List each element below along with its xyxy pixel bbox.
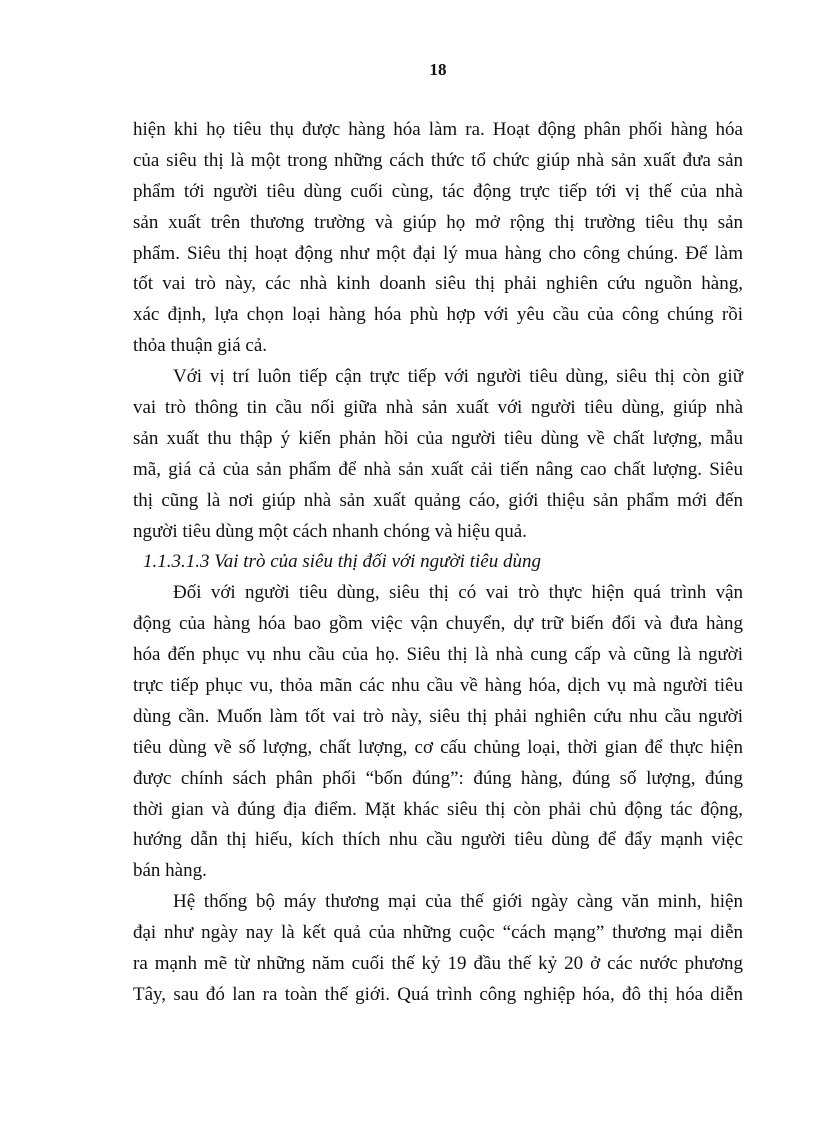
page-number: 18 [429,60,447,79]
text-line: thỏa thuận giá cả. [133,335,268,357]
text-line: sản xuất thu thập ý kiến phản hồi của người tiêu dùng về chất lượng, mẫu [133,427,743,449]
paragraph [133,887,743,1011]
text-line: trực tiếp phục vu, thỏa mãn các nhu cầu về hàng hóa, dịch vụ mà người tiêu [133,675,743,697]
text-line: ra mạnh mẽ từ những năm cuối thế kỷ 19 đầu thế kỷ 20 ở các nước phương [133,953,743,975]
section-heading: 1.1.3.1.3 Vai trò của siêu thị đối với người tiêu dùng [143,551,541,573]
text-line: hóa đến phục vụ nhu cầu của họ. Siêu thị là nhà cung cấp và cũng là người [133,644,743,666]
text-line: được chính sách phân phối “bốn đúng”: đúng hàng, đúng số lượng, đúng [133,767,743,789]
text-line: Với vị trí luôn tiếp cận trực tiếp với người tiêu dùng, siêu thị còn giữ [173,366,743,388]
text-line: tiêu dùng về số lượng, chất lượng, cơ cấu chủng loại, thời gian để thực hiện [133,736,743,758]
text-line: người tiêu dùng một cách nhanh chóng và hiệu quả. [133,520,527,542]
text-line: vai trò thông tin cầu nối giữa nhà sản xuất với người tiêu dùng, giúp nhà [133,397,743,419]
text-line: phẩm tới người tiêu dùng cuối cùng, tác động trực tiếp tới vị thế của nhà [133,180,743,202]
text-line: dùng cần. Muốn làm tốt vai trò này, siêu thị phải nghiên cứu nhu cầu người [133,705,743,727]
text-line: bán hàng. [133,860,207,882]
text-line: động của hàng hóa bao gồm việc vận chuyển, dự trữ biến đổi và đưa hàng [133,613,743,635]
text-line: thị cũng là nơi giúp nhà sản xuất quảng cáo, giới thiệu sản phẩm mới đến [133,489,743,511]
text-line: sản xuất trên thương trường và giúp họ mở rộng thị trường tiêu thụ sản [133,211,743,233]
paragraph [133,115,743,362]
paragraph [133,362,743,547]
text-line: thời gian và đúng địa điểm. Mặt khác siêu thị còn phải chủ động tác động, [133,798,743,820]
paragraph [133,578,743,887]
text-line: phẩm. Siêu thị hoạt động như một đại lý mua hàng cho công chúng. Để làm [133,242,743,264]
text-line: Hệ thống bộ máy thương mại của thế giới ngày càng văn minh, hiện [173,891,743,913]
text-line: Đối với người tiêu dùng, siêu thị có vai trò thực hiện quá trình vận [173,582,743,604]
text-line: tốt vai trò này, các nhà kinh doanh siêu thị phải nghiên cứu nguồn hàng, [133,273,743,295]
text-line: đại như ngày nay là kết quả của những cuộc “cách mạng” thương mại diễn [133,922,743,944]
text-line: hiện khi họ tiêu thụ được hàng hóa làm ra. Hoạt động phân phối hàng hóa [133,119,743,140]
text-line: hướng dẫn thị hiếu, kích thích nhu cầu người tiêu dùng để đẩy mạnh việc [133,829,743,851]
text-line: xác định, lựa chọn loại hàng hóa phù hợp với yêu cầu của công chúng rồi [133,304,743,326]
text-line: Tây, sau đó lan ra toàn thế giới. Quá trình công nghiệp hóa, đô thị hóa diễn [133,983,743,1005]
text-line: mã, giá cả của sản phẩm để nhà sản xuất cải tiến nâng cao chất lượng. Siêu [133,458,743,480]
document-body [133,115,743,1011]
text-line: của siêu thị là một trong những cách thức tổ chức giúp nhà sản xuất đưa sản [133,149,743,171]
